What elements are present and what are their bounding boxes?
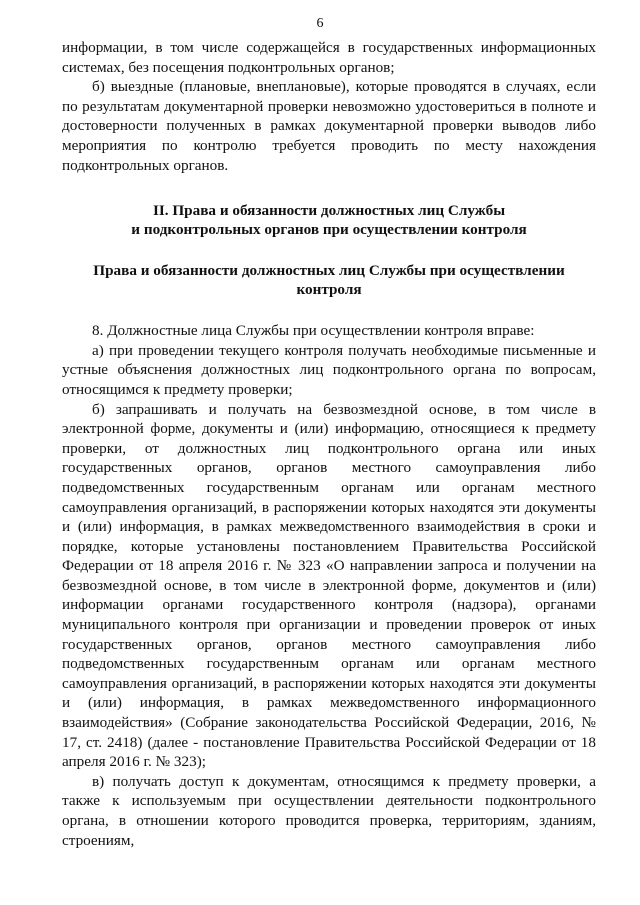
document-body: [62, 38, 596, 850]
page-number: 6: [316, 16, 324, 31]
paragraph-continuation: информации, в том числе содержащейся в государственных информационных системах, без посещения подконтрольных органов;: [62, 39, 596, 76]
subsection-heading: [62, 261, 596, 299]
paragraph-item-b: б) запрашивать и получать на безвозмездной основе, в том числе в электронной форме, документы и (или) информацию, относящиеся к предмету проверки, от должностных лиц подконтрольного органа или иных государственных органов, органов местного самоуправления либо подведомственных государственным органам или органам местного самоуправления организаций, в распоряжении которых находятся эти документы и (или) информация, в рамках межведомственного взаимодействия в сроки и порядке, которые установлены постановлением Правительства Российской Федерации от 18 апреля 2016 г. № 323 «О направлении запроса и получении на безвозмездной основе, в том числе в электронной форме, документов и (или) информации органами государственного контроля (надзора), органами муниципального контроля при организации и проведении проверок от иных государственных органов, органов местного самоуправления либо подведомственных государственным органам или органам местного самоуправления организаций, в распоряжении которых находятся эти документы и (или) информация, в рамках межведомственного информационного взаимодействия» (Собрание законодательства Российской Федерации, 2016, № 17, ст. 2418) (далее - постановление Правительства Российской Федерации от 18 апреля 2016 г. № 323);: [62, 400, 596, 771]
paragraph-item-a: а) при проведении текущего контроля получать необходимые письменные и устные объяснения должностных лиц подконтрольного органа по вопросам, относящимся к предмету проверки;: [62, 341, 596, 398]
paragraph-item-8: 8. Должностные лица Службы при осуществлении контроля вправе:: [92, 322, 535, 340]
paragraph-field-inspections: б) выездные (плановые, внеплановые), которые проводятся в случаях, если по результатам документарной проверки невозможно удостовериться в полноте и достоверности полученных в рамках документарной проверки выводов либо мероприятия по контролю требуется проводить по месту нахождения подконтрольных органов.: [62, 78, 596, 174]
paragraph-item-v: в) получать доступ к документам, относящимся к предмету проверки, а также к используемым при осуществлении деятельности подконтрольного органа, в отношении которого проводится проверка, территориям, зданиям, строениям,: [62, 772, 596, 849]
subsection-heading-line-1: Права и обязанности должностных лиц Службы при осуществлении: [93, 262, 565, 280]
section-heading-line-1: II. Права и обязанности должностных лиц Службы: [152, 202, 506, 220]
section-heading-line-2: и подконтрольных органов при осуществлении контроля: [131, 221, 527, 239]
section-heading: [62, 201, 596, 239]
subsection-heading-line-2: контроля: [296, 281, 362, 299]
